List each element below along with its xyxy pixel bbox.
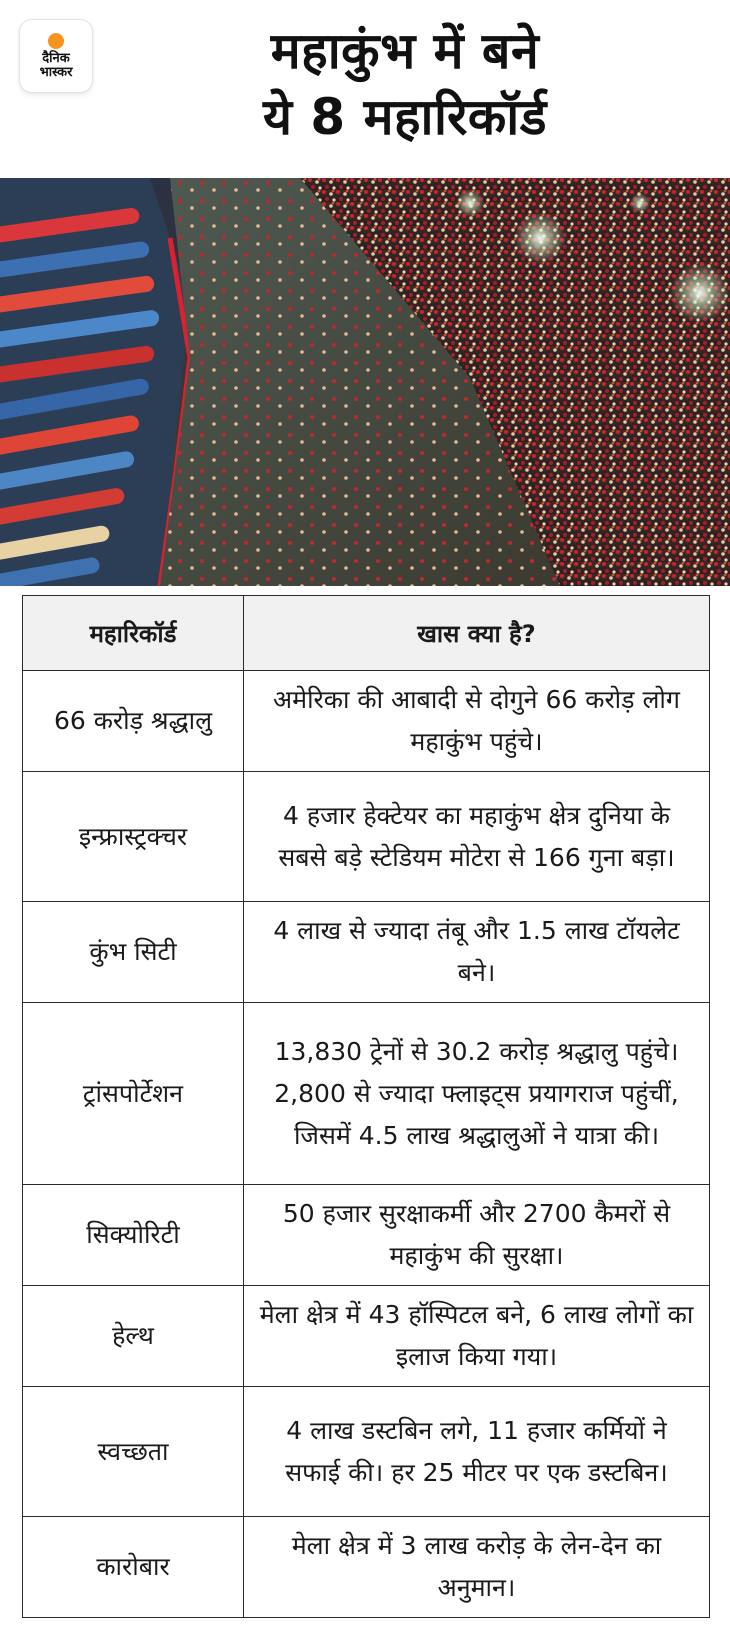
detail-cell: 50 हजार सुरक्षाकर्मी और 2700 कैमरों से महाकुंभ की सुरक्षा। (244, 1185, 710, 1286)
table-row (23, 1003, 710, 1185)
record-cell: स्वच्छता (23, 1387, 244, 1517)
detail-cell: 13,830 ट्रेनों से 30.2 करोड़ श्रद्धालु पहुंचे। 2,800 से ज्यादा फ्लाइट्स प्रयागराज पहुंचीं, जिसमें 4.5 लाख श्रद्धालुओं ने यात्रा की। (244, 1003, 710, 1185)
table-row (23, 772, 710, 902)
table-row (23, 671, 710, 772)
record-cell: इन्फ्रास्ट्रक्चर (23, 772, 244, 902)
detail-cell: 4 लाख से ज्यादा तंबू और 1.5 लाख टॉयलेट बने। (244, 902, 710, 1003)
detail-cell: 4 हजार हेक्टेयर का महाकुंभ क्षेत्र दुनिया के सबसे बड़े स्टेडियम मोटेरा से 166 गुना बड़ा। (244, 772, 710, 902)
records-table (22, 595, 710, 1618)
header-record: महारिकॉर्ड (23, 596, 244, 671)
sun-dot-icon (48, 33, 64, 49)
record-cell: कुंभ सिटी (23, 902, 244, 1003)
record-cell: ट्रांसपोर्टेशन (23, 1003, 244, 1185)
table-row (23, 902, 710, 1003)
kumbh-crowd-photo (0, 178, 730, 586)
logo-text-line2: भास्कर (39, 64, 73, 80)
table-row (23, 1517, 710, 1618)
table-row (23, 1286, 710, 1387)
header-detail: खास क्या है? (244, 596, 710, 671)
record-cell: सिक्योरिटी (23, 1185, 244, 1286)
title-line-2: ये 8 महारिकॉर्ड (262, 88, 547, 146)
table-header-row (23, 596, 710, 671)
table-row (23, 1387, 710, 1517)
table-row (23, 1185, 710, 1286)
detail-cell: 4 लाख डस्टबिन लगे, 11 हजार कर्मियों ने सफाई की। हर 25 मीटर पर एक डस्टबिन। (244, 1387, 710, 1517)
records-table-wrapper (22, 595, 710, 1618)
dainik-bhaskar-logo (20, 20, 92, 92)
logo-text-line1: दैनिक (42, 50, 70, 66)
detail-cell: अमेरिका की आबादी से दोगुने 66 करोड़ लोग महाकुंभ पहुंचे। (244, 671, 710, 772)
detail-cell: मेला क्षेत्र में 43 हॉस्पिटल बने, 6 लाख लोगों का इलाज किया गया। (244, 1286, 710, 1387)
record-cell: कारोबार (23, 1517, 244, 1618)
header (0, 0, 730, 178)
title-line-1: महाकुंभ में बने (270, 22, 540, 80)
page-title (100, 18, 710, 150)
detail-cell: मेला क्षेत्र में 3 लाख करोड़ के लेन-देन का अनुमान। (244, 1517, 710, 1618)
record-cell: हेल्थ (23, 1286, 244, 1387)
record-cell: 66 करोड़ श्रद्धालु (23, 671, 244, 772)
